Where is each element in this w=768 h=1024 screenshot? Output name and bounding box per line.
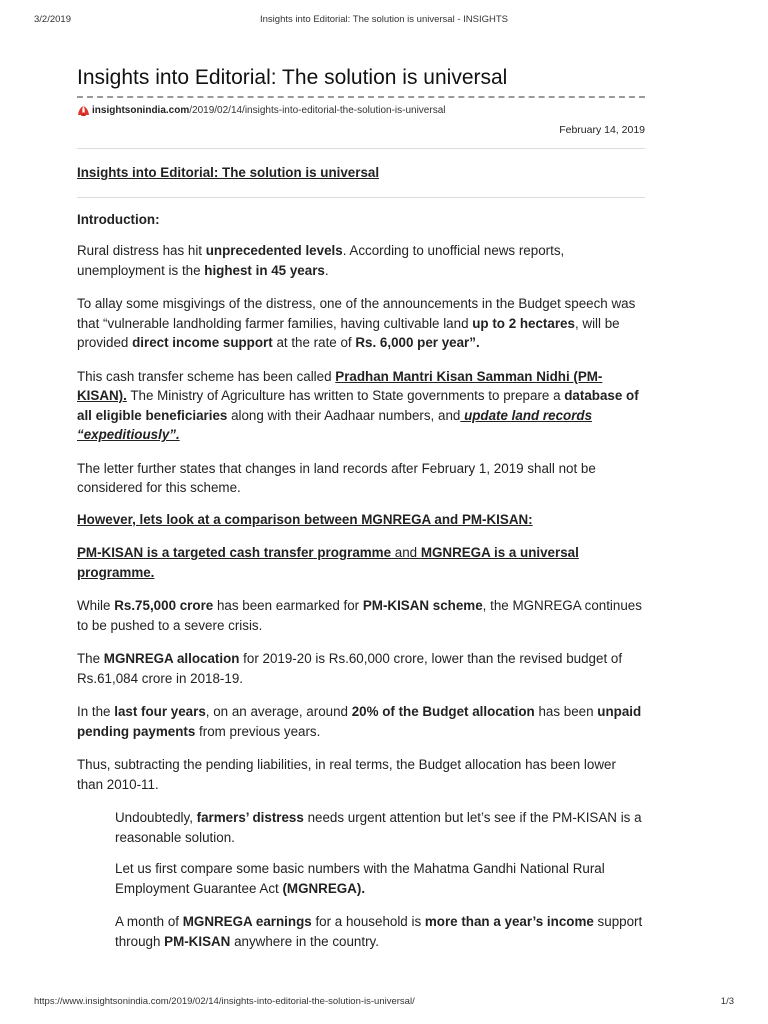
- paragraph-9: Thus, subtracting the pending liabilities, in real terms, the Budget allocation has been lower than 2010-11.: [77, 757, 616, 792]
- paragraph-5: PM-KISAN is a targeted cash transfer programme and MGNREGA is a universal programme.: [77, 545, 579, 580]
- divider: [77, 148, 645, 149]
- paragraph-6: While Rs.75,000 crore has been earmarked for PM-KISAN scheme, the MGNREGA continues to be pushed to a severe crisis.: [77, 598, 642, 633]
- article-subtitle: [77, 163, 645, 183]
- print-footer: [34, 996, 734, 1010]
- quote-2: Let us first compare some basic numbers with the Mahatma Gandhi National Rural Employment Guarantee Act (MGNREGA).: [115, 861, 605, 896]
- quote-1: Undoubtedly, farmers’ distress needs urgent attention but let’s see if the PM-KISAN is a reasonable solution.: [115, 810, 642, 845]
- paragraph-8: In the last four years, on an average, around 20% of the Budget allocation has been unpaid pending payments from previous years.: [77, 704, 642, 739]
- paragraph-1: Rural distress has hit unprecedented levels. According to unofficial news reports, unemployment is the highest in 45 years.: [77, 243, 565, 278]
- paragraph-2: To allay some misgivings of the distress, one of the announcements in the Budget speech was that “vulnerable landholding farmer families, having cultivable land up to 2 hectares, will be provided direct income support at the rate of Rs. 6,000 per year”.: [77, 296, 636, 350]
- page-number: 1/3: [720, 996, 734, 1007]
- print-date: 3/2/2019: [34, 14, 71, 25]
- insights-logo-icon: [77, 104, 90, 117]
- source-line[interactable]: [77, 102, 645, 118]
- intro-heading: Introduction:: [77, 211, 160, 227]
- source-path[interactable]: /2019/02/14/insights-into-editorial-the-solution-is-universal: [189, 104, 446, 116]
- quote-3: A month of MGNREGA earnings for a household is more than a year’s income support through PM-KISAN anywhere in the country.: [115, 914, 643, 949]
- paragraph-4: The letter further states that changes in land records after February 1, 2019 shall not be considered for this scheme.: [77, 460, 596, 495]
- print-header: [34, 14, 734, 28]
- comparison-heading: However, lets look at a comparison between MGNREGA and PM-KISAN:: [77, 511, 533, 527]
- pm-kisan-link[interactable]: Pradhan Mantri Kisan Samman Nidhi (PM-KISAN).: [77, 368, 603, 403]
- article: [77, 64, 645, 951]
- footer-url[interactable]: https://www.insightsonindia.com/2019/02/14/insights-into-editorial-the-solution-is-universal/: [34, 996, 415, 1007]
- source-domain[interactable]: insightsonindia.com: [92, 104, 190, 116]
- publish-date: February 14, 2019: [559, 124, 645, 136]
- article-title: Insights into Editorial: The solution is universal: [77, 64, 645, 98]
- print-doc-title: Insights into Editorial: The solution is universal - INSIGHTS: [260, 14, 508, 25]
- paragraph-3: This cash transfer scheme has been called Pradhan Mantri Kisan Samman Nidhi (PM-KISAN). The Ministry of Agriculture has written to State governments to prepare a database of all eligible beneficiaries along with their Aadhaar numbers, and update land records “expeditiously”.: [77, 368, 639, 442]
- divider: [77, 197, 645, 198]
- subtitle-text: Insights into Editorial: The solution is universal: [77, 165, 380, 180]
- paragraph-7: The MGNREGA allocation for 2019-20 is Rs.60,000 crore, lower than the revised budget of Rs.61,084 crore in 2018-19.: [77, 651, 623, 686]
- update-land-records-link[interactable]: update land records “expeditiously”.: [77, 407, 593, 442]
